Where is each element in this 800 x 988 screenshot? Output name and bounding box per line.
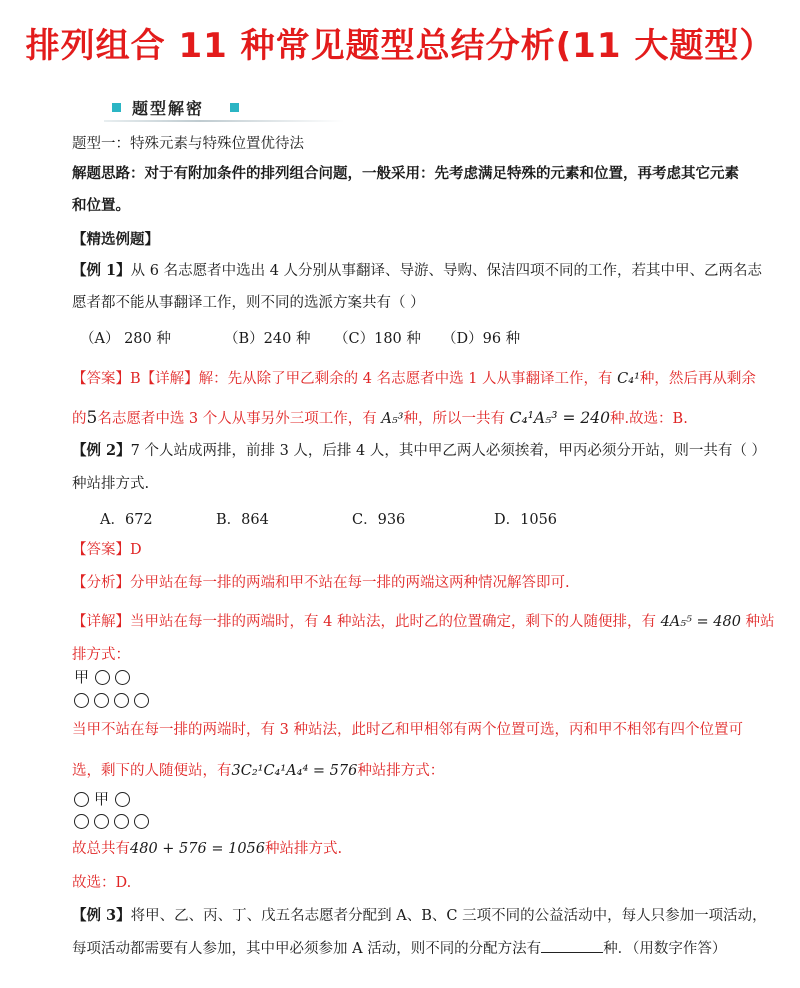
example1-detail-line1 <box>72 369 756 389</box>
example2-option-a: A．672 <box>100 512 153 528</box>
selected-examples-heading: 【精选例题】 <box>72 231 159 248</box>
banner-square-icon <box>112 103 121 112</box>
example2-option-b: B．864 <box>216 512 269 528</box>
example1-formula-a53: A₅³ <box>381 411 404 427</box>
example2-detail-text: 种站 <box>745 614 775 630</box>
seat-row-front-case1 <box>74 667 135 687</box>
example2-answer-tag: 【答案】 <box>72 542 130 558</box>
type1-heading: 题型一：特殊元素与特殊位置优待法 <box>72 136 304 152</box>
example2-analysis-text: 分甲站在每一排的两端和甲不站在每一排的两端这两种情况解答即可. <box>130 575 570 591</box>
example2-text2: 种站排方式. <box>72 476 150 492</box>
example1-option-c: （C）180 种 <box>334 331 421 347</box>
example2-detail-line1 <box>72 612 775 632</box>
section-banner <box>104 96 274 120</box>
example3-line1 <box>72 906 767 926</box>
jia-label: 甲 <box>74 668 90 686</box>
seat-circle <box>94 814 109 829</box>
example3-text1: 将甲、乙、丙、丁、戊五名志愿者分配到 A、B、C 三项不同的公益活动中，每人只参加一项活动， <box>130 908 767 924</box>
example1-formula-c41: C₄¹ <box>617 371 640 387</box>
example2-text1: 7 个人站成两排，前排 3 人，后排 4 人，其中甲乙两人必须挨着，甲丙必须分开站，则一共有（ ） <box>130 443 766 459</box>
seat-circle <box>74 693 89 708</box>
example2-formula-576: 3C₂¹C₄¹A₄⁴ = 576 <box>231 763 358 779</box>
example2-formula-1056: 480 + 576 = 1056 <box>130 841 265 857</box>
example2-analysis-tag: 【分析】 <box>72 575 130 591</box>
banner-square-icon <box>230 103 239 112</box>
seat-row-back-case1 <box>74 690 154 710</box>
example2-case2-line1: 当甲不站在每一排的两端时，有 3 种站法，此时乙和甲相邻有两个位置可选，丙和甲不相邻有四个位置可 <box>72 722 743 738</box>
example2-formula-480: 4A₅⁵ = 480 <box>660 614 741 630</box>
example2-detail-line2: 排方式： <box>72 647 130 663</box>
example2-detail-text: 当甲站在每一排的两端时，有 4 种站法，此时乙的位置确定，剩下的人随便排，有 <box>130 614 656 630</box>
seat-circle <box>114 814 129 829</box>
example2-answer: D <box>130 542 142 558</box>
example2-total-line <box>72 839 342 859</box>
example1-detail-tag: 【详解】 <box>140 371 199 387</box>
example1-answer-tag: 【答案】 <box>72 371 130 387</box>
section-banner-label: 题型解密 <box>132 99 205 118</box>
example3-text2: 每项活动都需要有人参加，其中甲必须参加 A 活动，则不同的分配方法有 <box>72 941 542 957</box>
example3-label: 【例 3】 <box>72 907 131 924</box>
seat-circle <box>114 693 129 708</box>
seat-row-front-case2 <box>74 789 135 809</box>
page-title: 排列组合 11 种常见题型总结分析(11 大题型） <box>25 26 775 66</box>
seat-circle <box>74 814 89 829</box>
example1-detail-text: 名志愿者中选 3 个人从事另外三项工作，有 <box>97 411 377 427</box>
seat-circle <box>74 792 89 807</box>
example2-total-text: 种站排方式. <box>265 841 343 857</box>
example1-option-a: （A） 280 种 <box>80 331 171 347</box>
example1-option-d: （D）96 种 <box>442 331 521 347</box>
example1-text1: 从 6 名志愿者中选出 4 人分别从事翻译、导游、导购、保洁四项不同的工作，若其中甲、乙两名志 <box>130 263 763 279</box>
example2-conclusion: 故选：D. <box>72 875 132 891</box>
example1-line1 <box>72 261 762 281</box>
example1-detail-text: 种.故选：B. <box>609 411 688 427</box>
example1-label: 【例 1】 <box>72 262 131 279</box>
seat-circle <box>134 814 149 829</box>
answer-blank <box>541 938 603 953</box>
seat-circle <box>95 670 110 685</box>
example2-option-c: C．936 <box>352 512 406 528</box>
example1-detail-text: 种，所以一共有 <box>403 411 505 427</box>
example3-text2-end: 种．（用数字作答） <box>603 941 727 957</box>
example1-detail-text: 的 <box>72 411 87 427</box>
example2-case2-line2 <box>72 761 444 781</box>
example3-line2 <box>72 938 726 959</box>
example2-analysis-line <box>72 573 570 593</box>
jia-label: 甲 <box>94 790 110 808</box>
example2-line1 <box>72 441 766 461</box>
example2-detail-tag: 【详解】 <box>72 614 130 630</box>
example1-formula-total: C₄¹A₅³ = 240 <box>509 409 610 427</box>
example2-answer-line <box>72 540 142 560</box>
example1-text2: 愿者都不能从事翻译工作，则不同的选派方案共有（ ） <box>72 295 425 311</box>
example1-option-b: （B）240 种 <box>224 331 311 347</box>
example1-detail-number: 5 <box>86 408 98 428</box>
example2-option-d: D．1056 <box>494 512 558 528</box>
example2-label: 【例 2】 <box>72 442 131 459</box>
example2-total-text: 故总共有 <box>72 841 130 857</box>
seat-circle <box>115 670 130 685</box>
seat-circle <box>115 792 130 807</box>
example1-detail-line2 <box>72 408 688 429</box>
type1-idea-line2: 和位置。 <box>72 197 130 214</box>
seat-circle <box>94 693 109 708</box>
type1-idea-line1: 解题思路：对于有附加条件的排列组合问题，一般采用：先考虑满足特殊的元素和位置，再考虑其它元素 <box>72 165 739 182</box>
example1-detail-text: 解：先从除了甲乙剩余的 4 名志愿者中选 1 人从事翻译工作，有 <box>198 371 613 387</box>
seat-row-back-case2 <box>74 811 154 831</box>
seat-circle <box>134 693 149 708</box>
example1-answer: B <box>130 371 141 387</box>
example2-case2-text: 种站排方式： <box>357 763 445 779</box>
banner-underline <box>104 120 344 122</box>
example1-detail-text: 种，然后再从剩余 <box>639 371 756 387</box>
example2-case2-text: 选，剩下的人随便站，有 <box>72 763 232 779</box>
